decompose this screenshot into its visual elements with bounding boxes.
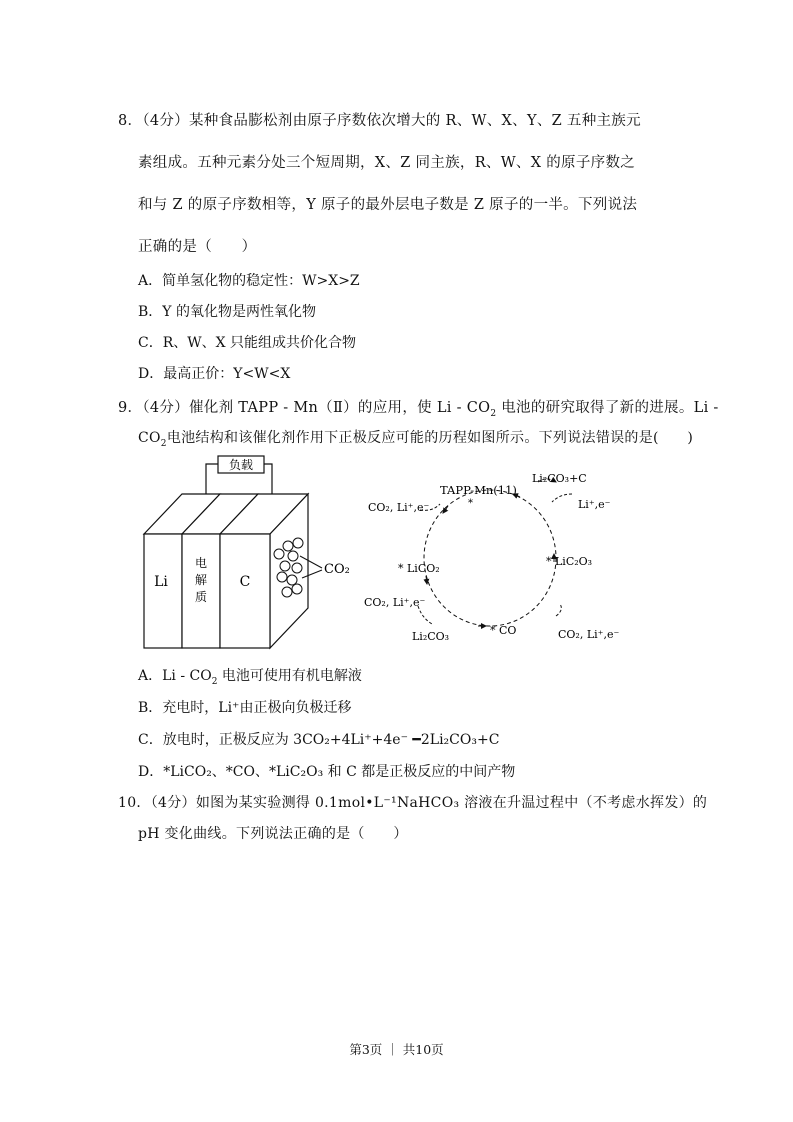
- top-right-reactants-label: Li⁺,e⁻: [578, 498, 611, 511]
- electrolyte-label-3: 质: [194, 590, 208, 604]
- q8-stem-line-2: 素组成。五种元素分处三个短周期，X、Z 同主族，R、W、X 的原子序数之: [138, 155, 636, 171]
- q8-option-c: C．R、W、X 只能组成共价化合物: [138, 335, 357, 351]
- q9-option-c: C．放电时，正极反应为 3CO₂+4Li⁺+4e⁻ ━2Li₂CO₃+C: [138, 732, 500, 748]
- page-footer: 第3页 ｜ 共10页: [349, 1042, 444, 1057]
- cycle-loop: [424, 490, 556, 626]
- tapp-label: TAPP-Mn(11): [440, 483, 517, 497]
- electrolyte-label-2: 解: [194, 573, 208, 587]
- electrolyte-label-1: 电: [194, 556, 208, 570]
- arrow-top-left: [443, 506, 448, 513]
- q9-option-b: B．充电时，Li⁺由正极向负极迁移: [138, 700, 352, 716]
- li-front-face: [144, 534, 182, 648]
- co2-label: CO₂: [324, 562, 350, 577]
- tapp-star: *: [468, 498, 473, 509]
- bottom-right-reactants-label: CO₂, Li⁺,e⁻: [558, 628, 620, 641]
- branch-top-right-in: [552, 494, 572, 502]
- catalytic-cycle-diagram: [360, 466, 630, 646]
- top-left-reactants-label: CO₂, Li⁺,e⁻: [368, 501, 430, 514]
- q9-option-a: A．Li - $CO_2$ 电池可使用有机电解液: [138, 668, 362, 687]
- q8-stem-line-1: 8．（4分）某种食品膨松剂由原子序数依次增大的 R、W、X、Y、Z 五种主族元: [118, 113, 641, 129]
- q8-stem-line-4: 正确的是（ ）: [138, 239, 257, 255]
- li2co3-label: Li₂CO₃: [412, 630, 450, 643]
- lic2o3-label: * LiC₂O₃: [546, 555, 593, 568]
- co-label: * CO: [490, 624, 517, 637]
- q9-option-d: D．*LiCO₂、*CO、*LiC₂O₃ 和 C 都是正极反应的中间产物: [138, 764, 516, 780]
- q8-stem-line-3: 和与 Z 的原子序数相等，Y 原子的最外层电子数是 Z 原子的一半。下列说法: [138, 197, 638, 213]
- q10-stem-line-1: 10．（4分）如图为某实验测得 0.1mol•L⁻¹NaHCO₃ 溶液在升温过程中（不考虑水挥发）的: [118, 795, 708, 811]
- q8-option-d: D．最高正价：Y<W<X: [138, 366, 291, 382]
- lico2-label: * LiCO₂: [398, 562, 440, 575]
- branch-bottom-right: [556, 604, 561, 616]
- q9-stem-line-1: 9．（4分）催化剂 TAPP - Mn（Ⅱ）的应用，使 Li - $CO_2$ 电池的研究取得了新的进展。Li -: [118, 400, 719, 419]
- load-label: 负载: [228, 458, 254, 472]
- c-front-face: [220, 534, 270, 648]
- c-label: C: [239, 574, 251, 590]
- li-label: Li: [154, 574, 168, 590]
- q8-option-b: B．Y 的氧化物是两性氧化物: [138, 304, 316, 320]
- q9-stem-line-2: $CO_2$电池结构和该催化剂作用下正极反应可能的历程如图所示。下列说法错误的是( ): [138, 430, 694, 449]
- battery-diagram: [140, 452, 365, 652]
- mid-left-reactants-label: CO₂, Li⁺,e⁻: [364, 596, 426, 609]
- li2co3-c-label: Li₂CO₃+C: [532, 472, 587, 485]
- q10-stem-line-2: pH 变化曲线。下列说法正确的是（ ）: [138, 826, 408, 842]
- q8-option-a: A．简单氢化物的稳定性：W>X>Z: [138, 273, 360, 289]
